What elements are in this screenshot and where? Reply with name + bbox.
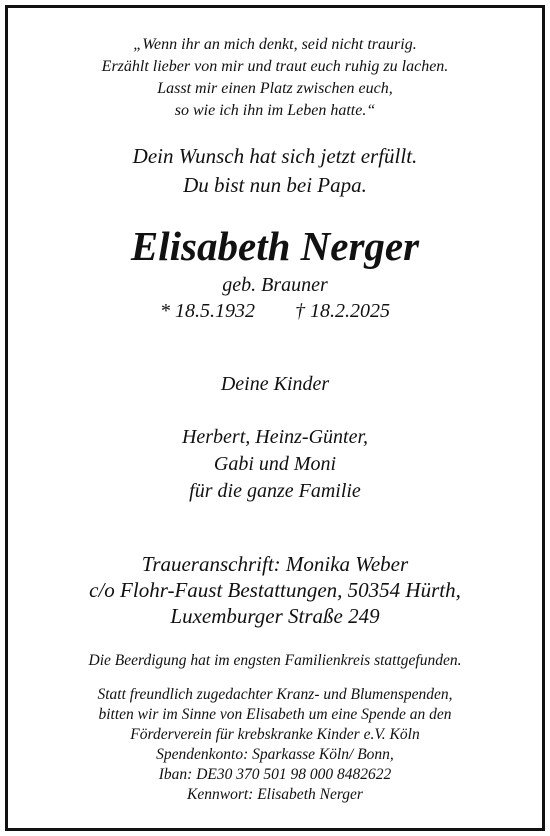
donation-block xyxy=(8,685,542,805)
donation-line: Iban: DE30 370 501 98 000 8482622 xyxy=(158,766,392,783)
mourner-line: für die ganze Familie xyxy=(189,480,361,502)
quote-line: Erzählt lieber von mir und traut euch ruhig zu lachen. xyxy=(101,58,449,75)
mourner-line: Herbert, Heinz-Günter, xyxy=(181,426,369,448)
life-dates xyxy=(8,298,542,324)
quote-block xyxy=(8,34,542,122)
quote-line: Lasst mir einen Platz zwischen euch, xyxy=(157,80,393,97)
deceased-name: Elisabeth Nerger xyxy=(130,223,420,269)
donation-line: Kennwort: Elisabeth Nerger xyxy=(187,786,363,803)
wish-block xyxy=(8,142,542,200)
burial-note: Die Beerdigung hat im engsten Familienkreis stattgefunden. xyxy=(88,652,462,669)
mourners-heading: Deine Kinder xyxy=(220,373,330,395)
mourning-address xyxy=(8,551,542,629)
birth-date: * 18.5.1932 xyxy=(160,300,255,322)
quote-line: so wie ich ihn im Leben hatte.“ xyxy=(174,102,376,119)
donation-line: Statt freundlich zugedachter Kranz- und Blumenspenden, xyxy=(97,686,453,703)
donation-line: Spendenkonto: Sparkasse Köln/ Bonn, xyxy=(156,746,394,763)
obituary-notice xyxy=(5,5,545,831)
mourners-block xyxy=(8,424,542,505)
quote-line: „Wenn ihr an mich denkt, seid nicht traurig. xyxy=(133,36,417,53)
maiden-name: geb. Brauner xyxy=(222,274,328,296)
address-line: Luxemburger Straße 249 xyxy=(170,604,380,628)
address-line: Traueranschrift: Monika Weber xyxy=(141,552,409,576)
address-line: c/o Flohr-Faust Bestattungen, 50354 Hürth, xyxy=(89,578,461,602)
wish-line: Dein Wunsch hat sich jetzt erfüllt. xyxy=(132,144,418,168)
donation-line: bitten wir im Sinne von Elisabeth um eine Spende an den xyxy=(98,706,452,723)
wish-line: Du bist nun bei Papa. xyxy=(183,173,367,197)
mourner-line: Gabi und Moni xyxy=(213,453,337,475)
donation-line: Förderverein für krebskranke Kinder e.V. Köln xyxy=(130,726,420,743)
death-date: † 18.2.2025 xyxy=(295,300,390,322)
